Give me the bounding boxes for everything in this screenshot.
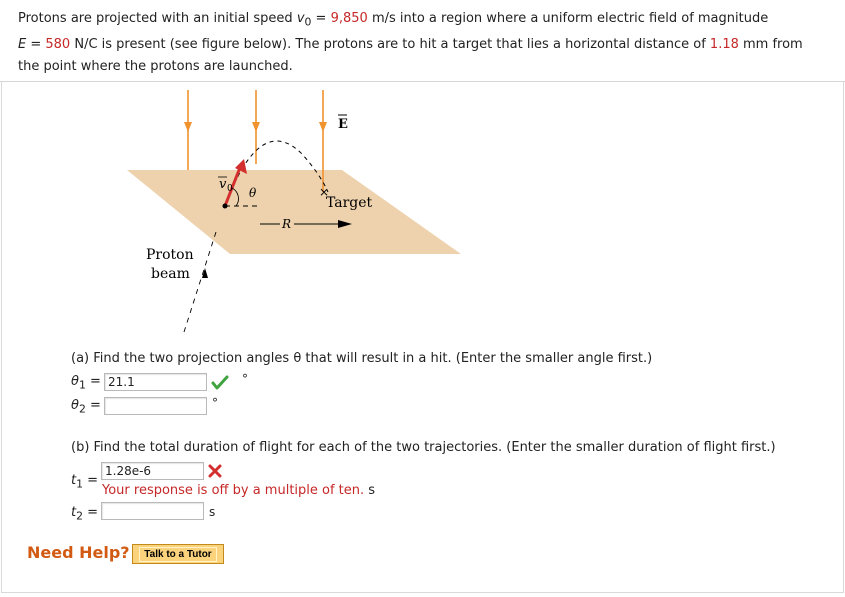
equals: = — [26, 36, 46, 52]
t1-input[interactable]: 1.28e-6 — [101, 462, 204, 480]
correct-check-icon — [211, 375, 229, 390]
distance-value: 1.18 — [709, 36, 739, 52]
t2-input[interactable] — [101, 502, 204, 520]
field-arrowhead-2 — [252, 122, 260, 132]
t1-unit: s — [368, 483, 376, 498]
launch-point — [223, 204, 228, 209]
proton-beam-label-line2: beam — [151, 266, 190, 282]
theta1-input[interactable]: 21.1 — [104, 373, 207, 391]
talk-to-tutor-button[interactable] — [132, 544, 224, 564]
v0-label-subscript: 0 — [227, 184, 233, 194]
t2-label: $t_2$ = — [71, 505, 99, 523]
theta1-symbol: θ — [71, 374, 79, 389]
problem-line-1 — [18, 8, 828, 34]
v0-subscript: 0 — [304, 15, 312, 29]
v0-symbol: v — [296, 11, 305, 26]
field-symbol: E — [18, 36, 27, 52]
range-label: R — [282, 217, 292, 231]
problem-text: N/C is present (see figure below). The protons are to hit a target that lies a horizontal distance of — [70, 36, 710, 52]
part-a-question: (a) Find the two projection angles θ that will result in a hit. (Enter the smaller angle first.) — [71, 351, 653, 366]
field-label: E — [338, 117, 348, 132]
theta2-symbol: θ — [71, 398, 79, 413]
theta2-unit: ° — [212, 396, 218, 410]
theta2-subscript: 2 — [78, 402, 86, 416]
speed-value: 9,850 — [330, 11, 368, 26]
t1-feedback — [102, 483, 375, 498]
t2-subscript: 2 — [76, 509, 83, 523]
incorrect-x-icon — [208, 464, 222, 478]
t1-subscript: 1 — [76, 477, 83, 491]
theta2-input[interactable] — [104, 397, 207, 415]
t2-symbol: t — [71, 505, 77, 520]
problem-text: m/s into a region where a uniform electric field of magnitude — [367, 11, 769, 26]
theta-label: θ — [249, 186, 257, 200]
proton-beam-label-line1: Proton — [146, 247, 194, 263]
v0-label: v — [219, 177, 227, 192]
theta1-label: $\theta_1$ = — [71, 374, 101, 392]
target-label: Target — [326, 195, 373, 211]
part-b-question: (b) Find the total duration of flight for each of the two trajectories. (Enter the smaller duration of flight first.) — [71, 440, 776, 455]
t1-symbol: t — [71, 473, 77, 488]
theta2-label: $\theta_2$ = — [71, 398, 101, 416]
target-mark: × — [319, 185, 330, 199]
field-arrowhead-1 — [184, 122, 192, 132]
theta1-unit: ° — [242, 372, 248, 386]
field-value: 580 — [45, 36, 71, 52]
problem-line-2 — [18, 34, 828, 78]
physics-figure — [120, 84, 470, 334]
problem-statement — [18, 8, 828, 78]
t1-label: $t_1$ = — [71, 473, 99, 491]
t1-feedback-text: Your response is off by a multiple of ten. — [102, 483, 365, 498]
equals: = — [311, 11, 331, 26]
problem-text: mm from the point where the protons are launched. — [18, 36, 803, 74]
talk-to-tutor-label: Talk to a Tutor — [139, 547, 216, 562]
problem-text: Protons are projected with an initial speed — [18, 11, 297, 26]
target-plane — [127, 170, 461, 254]
theta1-subscript: 1 — [78, 378, 86, 392]
t2-unit: s — [209, 505, 216, 519]
field-arrowhead-3 — [319, 122, 327, 132]
need-help-label: Need Help? — [27, 543, 130, 562]
